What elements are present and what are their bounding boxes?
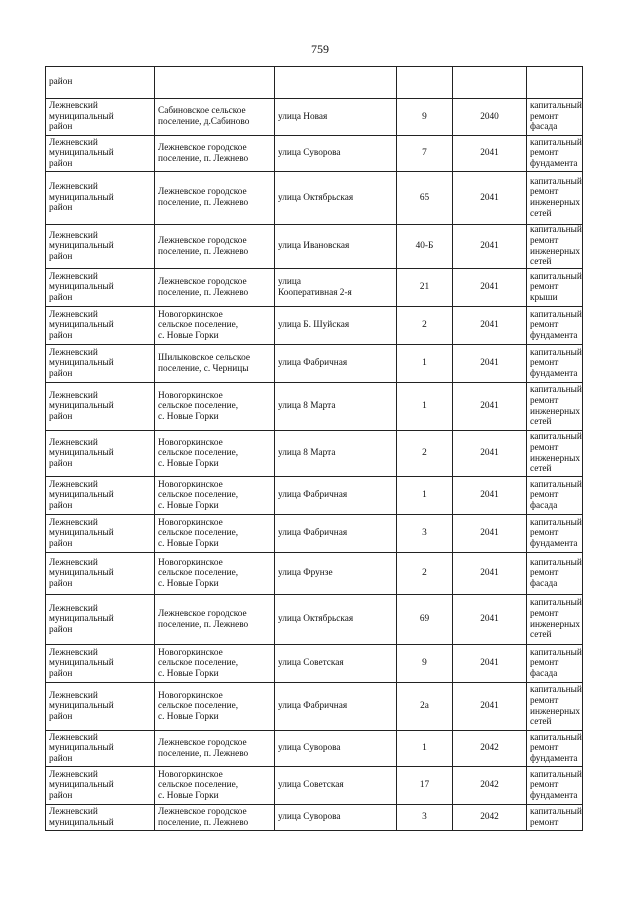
cell-street: улица 8 Марта xyxy=(275,431,397,477)
table-row xyxy=(46,515,583,553)
cell-year: 2042 xyxy=(453,767,527,805)
cell-street: улица Кооперативная 2-я xyxy=(275,269,397,307)
cell-settlement: Лежневское городское поселение, п. Лежнево xyxy=(155,172,275,225)
cell-year xyxy=(453,67,527,99)
cell-street: улица 8 Марта xyxy=(275,383,397,431)
cell-work: капитальный ремонт фундамента xyxy=(527,307,583,345)
cell-work: капитальный ремонт инженерных сетей xyxy=(527,683,583,731)
cell-year: 2041 xyxy=(453,595,527,645)
cell-region: Лежневский муниципальный район xyxy=(46,553,155,595)
table-row xyxy=(46,136,583,172)
cell-work: капитальный ремонт фундамента xyxy=(527,767,583,805)
cell-work: капитальный ремонт xyxy=(527,805,583,831)
cell-settlement: Лежневское городское поселение, п. Лежнево xyxy=(155,595,275,645)
cell-work: капитальный ремонт фундамента xyxy=(527,731,583,767)
cell-region: Лежневский муниципальный район xyxy=(46,383,155,431)
table-row xyxy=(46,477,583,515)
cell-settlement: Новогоркинское сельское поселение, с. Новые Горки xyxy=(155,477,275,515)
cell-work: капитальный ремонт инженерных сетей xyxy=(527,383,583,431)
cell-house: 40-Б xyxy=(397,225,453,269)
cell-region: Лежневский муниципальный район xyxy=(46,683,155,731)
cell-settlement: Новогоркинское сельское поселение, с. Новые Горки xyxy=(155,431,275,477)
cell-work: капитальный ремонт инженерных сетей xyxy=(527,595,583,645)
cell-year: 2041 xyxy=(453,345,527,383)
cell-year: 2041 xyxy=(453,307,527,345)
cell-house xyxy=(397,67,453,99)
cell-region: Лежневский муниципальный xyxy=(46,805,155,831)
cell-house: 69 xyxy=(397,595,453,645)
cell-work: капитальный ремонт фундамента xyxy=(527,136,583,172)
table-row xyxy=(46,172,583,225)
cell-house: 21 xyxy=(397,269,453,307)
cell-settlement xyxy=(155,67,275,99)
table-row xyxy=(46,307,583,345)
cell-work: капитальный ремонт фасада xyxy=(527,477,583,515)
table-row xyxy=(46,683,583,731)
cell-region: Лежневский муниципальный район xyxy=(46,645,155,683)
cell-work: капитальный ремонт фасада xyxy=(527,553,583,595)
cell-work: капитальный ремонт крыши xyxy=(527,269,583,307)
cell-street: улица Советская xyxy=(275,645,397,683)
cell-house: 3 xyxy=(397,515,453,553)
cell-settlement: Новогоркинское сельское поселение, с. Новые Горки xyxy=(155,683,275,731)
cell-region: Лежневский муниципальный район xyxy=(46,136,155,172)
cell-street: улица Фабричная xyxy=(275,477,397,515)
cell-year: 2041 xyxy=(453,172,527,225)
cell-street: улица Советская xyxy=(275,767,397,805)
cell-region: Лежневский муниципальный район xyxy=(46,172,155,225)
cell-settlement: Сабиновское сельское поселение, д.Сабиново xyxy=(155,99,275,136)
table-row xyxy=(46,595,583,645)
cell-year: 2040 xyxy=(453,99,527,136)
table-row xyxy=(46,383,583,431)
repair-schedule-table xyxy=(45,66,583,831)
cell-year: 2041 xyxy=(453,431,527,477)
cell-region: Лежневский муниципальный район xyxy=(46,225,155,269)
cell-work: капитальный ремонт инженерных сетей xyxy=(527,225,583,269)
table-row xyxy=(46,645,583,683)
cell-year: 2041 xyxy=(453,477,527,515)
cell-street: улица Суворова xyxy=(275,805,397,831)
cell-work xyxy=(527,67,583,99)
cell-year: 2041 xyxy=(453,383,527,431)
cell-settlement: Шилыковское сельское поселение, с. Черницы xyxy=(155,345,275,383)
cell-house: 3 xyxy=(397,805,453,831)
cell-settlement: Лежневское городское поселение, п. Лежнево xyxy=(155,225,275,269)
cell-work: капитальный ремонт фасада xyxy=(527,645,583,683)
table-row xyxy=(46,99,583,136)
cell-street: улица Октябрьская xyxy=(275,172,397,225)
cell-region: Лежневский муниципальный район xyxy=(46,99,155,136)
cell-year: 2041 xyxy=(453,515,527,553)
cell-street: улица Октябрьская xyxy=(275,595,397,645)
cell-region: Лежневский муниципальный район xyxy=(46,269,155,307)
cell-street: улица Фрунзе xyxy=(275,553,397,595)
cell-settlement: Лежневское городское поселение, п. Лежнево xyxy=(155,731,275,767)
cell-settlement: Лежневское городское поселение, п. Лежнево xyxy=(155,269,275,307)
cell-region: Лежневский муниципальный район xyxy=(46,477,155,515)
cell-street xyxy=(275,67,397,99)
table-row xyxy=(46,767,583,805)
cell-year: 2041 xyxy=(453,645,527,683)
cell-house: 2 xyxy=(397,307,453,345)
cell-street: улица Б. Шуйская xyxy=(275,307,397,345)
cell-house: 7 xyxy=(397,136,453,172)
cell-house: 2а xyxy=(397,683,453,731)
cell-region: Лежневский муниципальный район xyxy=(46,431,155,477)
cell-house: 2 xyxy=(397,553,453,595)
cell-work: капитальный ремонт фундамента xyxy=(527,515,583,553)
cell-region: район xyxy=(46,67,155,99)
cell-settlement: Новогоркинское сельское поселение, с. Новые Горки xyxy=(155,383,275,431)
cell-region: Лежневский муниципальный район xyxy=(46,767,155,805)
cell-house: 1 xyxy=(397,345,453,383)
cell-year: 2041 xyxy=(453,136,527,172)
cell-work: капитальный ремонт фундамента xyxy=(527,345,583,383)
cell-street: улица Новая xyxy=(275,99,397,136)
cell-street: улица Фабричная xyxy=(275,515,397,553)
cell-region: Лежневский муниципальный район xyxy=(46,595,155,645)
cell-house: 65 xyxy=(397,172,453,225)
cell-year: 2041 xyxy=(453,269,527,307)
cell-year: 2042 xyxy=(453,805,527,831)
cell-settlement: Новогоркинское сельское поселение, с. Новые Горки xyxy=(155,515,275,553)
cell-house: 9 xyxy=(397,99,453,136)
cell-street: улица Ивановская xyxy=(275,225,397,269)
cell-year: 2041 xyxy=(453,225,527,269)
page-number: 759 xyxy=(311,42,329,56)
cell-work: капитальный ремонт инженерных сетей xyxy=(527,431,583,477)
cell-settlement: Новогоркинское сельское поселение, с. Новые Горки xyxy=(155,553,275,595)
cell-work: капитальный ремонт инженерных сетей xyxy=(527,172,583,225)
cell-street: улица Фабричная xyxy=(275,345,397,383)
cell-house: 1 xyxy=(397,731,453,767)
cell-settlement: Новогоркинское сельское поселение, с. Новые Горки xyxy=(155,645,275,683)
table-row xyxy=(46,731,583,767)
cell-region: Лежневский муниципальный район xyxy=(46,307,155,345)
cell-region: Лежневский муниципальный район xyxy=(46,515,155,553)
cell-region: Лежневский муниципальный район xyxy=(46,731,155,767)
table-row xyxy=(46,225,583,269)
table-row xyxy=(46,345,583,383)
cell-house: 9 xyxy=(397,645,453,683)
cell-street: улица Фабричная xyxy=(275,683,397,731)
cell-street: улица Суворова xyxy=(275,136,397,172)
cell-house: 1 xyxy=(397,383,453,431)
cell-settlement: Лежневское городское поселение, п. Лежнево xyxy=(155,136,275,172)
table-row xyxy=(46,805,583,831)
cell-settlement: Новогоркинское сельское поселение, с. Новые Горки xyxy=(155,307,275,345)
cell-year: 2041 xyxy=(453,683,527,731)
table-row xyxy=(46,553,583,595)
cell-settlement: Лежневское городское поселение, п. Лежнево xyxy=(155,805,275,831)
cell-year: 2042 xyxy=(453,731,527,767)
cell-house: 2 xyxy=(397,431,453,477)
cell-work: капитальный ремонт фасада xyxy=(527,99,583,136)
cell-year: 2041 xyxy=(453,553,527,595)
cell-settlement: Новогоркинское сельское поселение, с. Новые Горки xyxy=(155,767,275,805)
cell-house: 17 xyxy=(397,767,453,805)
table-row xyxy=(46,67,583,99)
cell-house: 1 xyxy=(397,477,453,515)
cell-region: Лежневский муниципальный район xyxy=(46,345,155,383)
cell-street: улица Суворова xyxy=(275,731,397,767)
table-row xyxy=(46,431,583,477)
table-row xyxy=(46,269,583,307)
